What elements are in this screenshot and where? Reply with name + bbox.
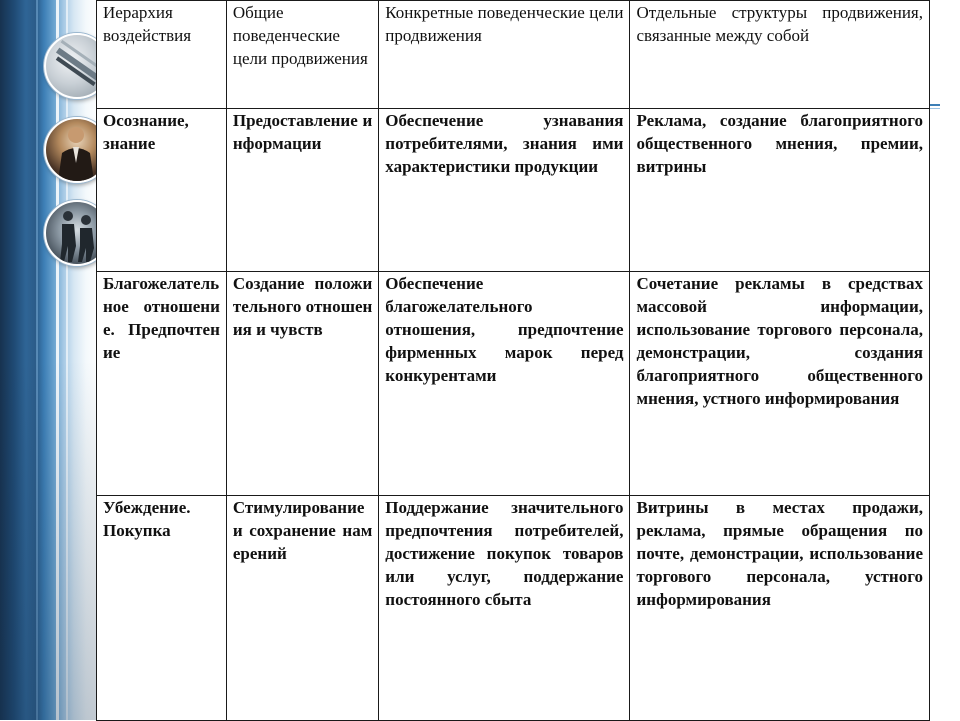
cell-hierarchy: Убеждение. Покупка	[103, 498, 191, 540]
cell-structure: Реклама, создание благоприятного общественного мнения, премии, витрины	[636, 111, 923, 176]
cell-general-goal: Предоставление информации	[232, 111, 373, 153]
table-cell	[226, 272, 378, 496]
table-row	[97, 109, 930, 272]
cell-hierarchy: Благожелательное отношение. Предпочтение	[103, 274, 220, 362]
table-cell	[630, 272, 930, 496]
table-cell	[630, 496, 930, 721]
table-cell	[97, 272, 227, 496]
table-cell	[630, 109, 930, 272]
header-hierarchy: Иерархия воздействия	[103, 3, 192, 45]
header-cell	[97, 1, 227, 109]
table-cell	[379, 272, 630, 496]
table-cell	[97, 109, 227, 272]
cell-general-goal: Создание положительного отношения и чувств	[232, 274, 373, 339]
table-header-row	[97, 1, 930, 109]
cell-general-goal: Стимулирование и сохранение намерений	[232, 498, 373, 563]
cell-specific-goal: Обеспечение узнавания потребителями, знания ими характеристики продукции	[385, 111, 624, 176]
header-structures: Отдельные структуры продвижения, связанные между собой	[636, 3, 923, 45]
header-cell	[379, 1, 630, 109]
header-cell	[226, 1, 378, 109]
cell-structure: Витрины в местах продажи, реклама, прямые обращения по почте, демонстрации, использование торгового персонала, устного информирования	[636, 498, 923, 609]
table-cell	[379, 109, 630, 272]
table-row	[97, 272, 930, 496]
cell-structure: Сочетание рекламы в средствах массовой информации, использование торгового персонала, демонстрации, создания благоприятного общественного мнения, устного информирования	[636, 274, 923, 408]
band-shade	[0, 360, 100, 720]
cell-specific-goal: Поддержание значительного предпочтения потребителей, достижение покупок товаров или услуг, поддержание постоянного сбыта	[385, 498, 624, 609]
table-cell	[226, 109, 378, 272]
table-cell	[97, 496, 227, 721]
cell-specific-goal: Обеспечение благожелательного отношения, предпочтение фирменных марок перед конкурентами	[385, 274, 624, 385]
header-specific-goals: Конкретные поведенческие цели продвижения	[385, 3, 624, 45]
promotion-hierarchy-table	[96, 0, 930, 721]
cell-hierarchy: Осознание, знание	[103, 111, 189, 153]
header-general-goals: Общие поведенческие цели продвижения	[232, 3, 368, 68]
table-cell	[379, 496, 630, 721]
table-cell	[226, 496, 378, 721]
header-cell	[630, 1, 930, 109]
table-row	[97, 496, 930, 721]
decorative-side-band	[0, 0, 100, 720]
